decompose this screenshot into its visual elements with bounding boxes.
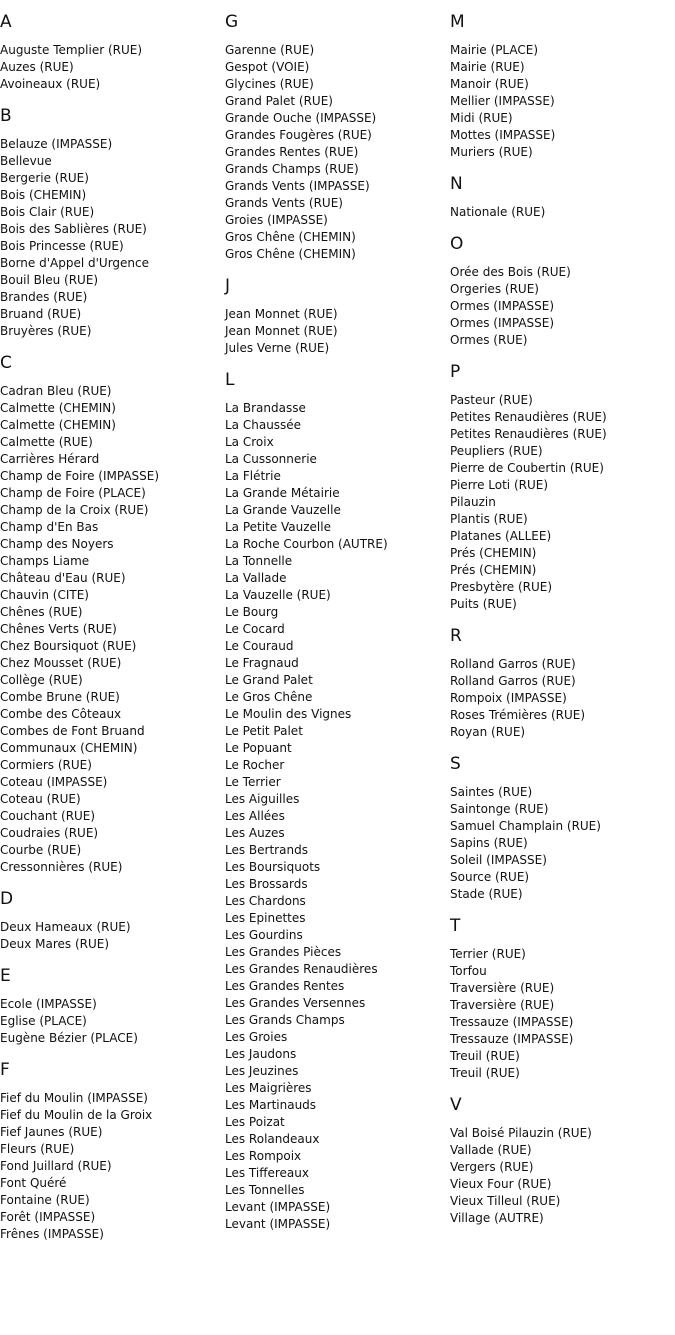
street-link[interactable]: Nationale (RUE) — [450, 205, 546, 219]
street-link[interactable]: Combe des Côteaux — [0, 707, 122, 721]
street-link[interactable]: Cormiers (RUE) — [0, 758, 92, 772]
letter-section-c — [0, 353, 220, 876]
letter-heading: A — [0, 12, 12, 32]
street-link[interactable]: Vallade (RUE) — [450, 1143, 532, 1157]
street-link[interactable]: La Grande Métairie — [225, 486, 340, 500]
street-link[interactable]: Forêt (IMPASSE) — [0, 1210, 96, 1224]
street-link[interactable]: Pierre Loti (RUE) — [450, 478, 549, 492]
street-link[interactable]: Auzes (RUE) — [0, 60, 74, 74]
street-link[interactable]: Ormes (IMPASSE) — [450, 316, 555, 330]
letter-heading: S — [450, 754, 461, 774]
street-link[interactable]: Champ des Noyers — [0, 537, 114, 551]
street-link[interactable]: Calmette (CHEMIN) — [0, 401, 116, 415]
street-link[interactable]: La Tonnelle — [225, 554, 293, 568]
street-link[interactable]: Les Jeuzines — [225, 1064, 299, 1078]
street-link[interactable]: Frênes (IMPASSE) — [0, 1227, 104, 1241]
letter-heading: E — [0, 966, 11, 986]
street-link[interactable]: Les Tiffereaux — [225, 1166, 309, 1180]
street-link[interactable]: Grandes Fougères (RUE) — [225, 128, 372, 142]
street-link[interactable]: Rolland Garros (RUE) — [450, 657, 576, 671]
street-link[interactable]: Mottes (IMPASSE) — [450, 128, 556, 142]
street-link[interactable]: Rolland Garros (RUE) — [450, 674, 576, 688]
street-link[interactable]: Pasteur (RUE) — [450, 393, 533, 407]
street-link[interactable]: Le Grand Palet — [225, 673, 313, 687]
street-link[interactable]: Coudraies (RUE) — [0, 826, 99, 840]
street-link[interactable]: Champ de la Croix (RUE) — [0, 503, 149, 517]
street-link[interactable]: Fleurs (RUE) — [0, 1142, 75, 1156]
street-link[interactable]: Roses Trémières (RUE) — [450, 708, 586, 722]
street-link[interactable]: Ormes (RUE) — [450, 333, 528, 347]
street-link[interactable]: Presbytère (RUE) — [450, 580, 553, 594]
street-link[interactable]: Les Grandes Versennes — [225, 996, 366, 1010]
street-link[interactable]: Chauvin (CITE) — [0, 588, 89, 602]
street-link[interactable]: Courbe (RUE) — [0, 843, 82, 857]
street-link[interactable]: Champ de Foire (IMPASSE) — [0, 469, 160, 483]
street-link[interactable]: Cadran Bleu (RUE) — [0, 384, 112, 398]
street-link[interactable]: Grand Palet (RUE) — [225, 94, 333, 108]
letter-section-m — [450, 12, 675, 161]
street-link[interactable]: Les Martinauds — [225, 1098, 317, 1112]
street-link[interactable]: Samuel Champlain (RUE) — [450, 819, 601, 833]
letter-section-g — [225, 12, 445, 263]
street-link[interactable]: Orée des Bois (RUE) — [450, 265, 571, 279]
street-link[interactable]: Traversière (RUE) — [450, 998, 555, 1012]
street-link[interactable]: Couchant (RUE) — [0, 809, 96, 823]
street-link[interactable]: Collège (RUE) — [0, 673, 83, 687]
street-link[interactable]: Fief du Moulin (IMPASSE) — [0, 1091, 148, 1105]
street-link[interactable]: Fief Jaunes (RUE) — [0, 1125, 103, 1139]
street-link[interactable]: Grande Ouche (IMPASSE) — [225, 111, 377, 125]
street-link[interactable]: Les Grandes Rentes — [225, 979, 345, 993]
letter-heading: V — [450, 1095, 462, 1115]
street-link[interactable]: Petites Renaudières (RUE) — [450, 410, 607, 424]
street-link[interactable]: Torfou — [450, 964, 487, 978]
letter-heading: T — [450, 916, 461, 936]
street-link[interactable]: Treuil (RUE) — [450, 1049, 520, 1063]
street-link[interactable]: Glycines (RUE) — [225, 77, 314, 91]
street-link[interactable]: Les Gourdins — [225, 928, 303, 942]
street-link[interactable]: Les Allées — [225, 809, 285, 823]
street-link[interactable]: La Croix — [225, 435, 274, 449]
letter-section-d — [0, 889, 220, 953]
street-link[interactable]: Château d'Eau (RUE) — [0, 571, 126, 585]
street-link[interactable]: Stade (RUE) — [450, 887, 523, 901]
street-link[interactable]: Levant (IMPASSE) — [225, 1217, 331, 1231]
street-link[interactable]: Treuil (RUE) — [450, 1066, 520, 1080]
street-link[interactable]: Platanes (ALLEE) — [450, 529, 552, 543]
street-link[interactable]: Le Couraud — [225, 639, 294, 653]
street-link[interactable]: Source (RUE) — [450, 870, 530, 884]
column-2 — [225, 0, 445, 1246]
street-link[interactable]: Plantis (RUE) — [450, 512, 528, 526]
street-link[interactable]: Garenne (RUE) — [225, 43, 315, 57]
letter-section-b — [0, 106, 220, 340]
letter-heading: P — [450, 362, 461, 382]
street-link[interactable]: Le Bourg — [225, 605, 279, 619]
street-link[interactable]: Avoineaux (RUE) — [0, 77, 101, 91]
letter-heading: M — [450, 12, 465, 32]
street-link[interactable]: Petites Renaudières (RUE) — [450, 427, 607, 441]
street-link[interactable]: Les Rompoix — [225, 1149, 302, 1163]
street-link[interactable]: Le Terrier — [225, 775, 281, 789]
street-link[interactable]: Bois des Sablières (RUE) — [0, 222, 147, 236]
street-link[interactable]: La Flétrie — [225, 469, 281, 483]
street-link[interactable]: Le Moulin des Vignes — [225, 707, 352, 721]
street-link[interactable]: Les Brossards — [225, 877, 308, 891]
street-link[interactable]: La Roche Courbon (AUTRE) — [225, 537, 388, 551]
street-link[interactable]: Font Quéré — [0, 1176, 67, 1190]
street-link[interactable]: Traversière (RUE) — [450, 981, 555, 995]
letter-heading: C — [0, 353, 12, 373]
street-link[interactable]: Village (AUTRE) — [450, 1211, 544, 1225]
street-link[interactable]: Sapins (RUE) — [450, 836, 528, 850]
street-link[interactable]: Ecole (IMPASSE) — [0, 997, 97, 1011]
street-link[interactable]: Vieux Tilleul (RUE) — [450, 1194, 561, 1208]
street-link[interactable]: Jean Monnet (RUE) — [225, 324, 338, 338]
street-link[interactable]: Le Rocher — [225, 758, 285, 772]
street-link[interactable]: Auguste Templier (RUE) — [0, 43, 143, 57]
street-link[interactable]: Mellier (IMPASSE) — [450, 94, 555, 108]
street-link[interactable]: Saintonge (RUE) — [450, 802, 549, 816]
street-link[interactable]: Les Grands Champs — [225, 1013, 345, 1027]
letter-section-v — [450, 1095, 675, 1227]
street-link[interactable]: Borne d'Appel d'Urgence — [0, 256, 149, 270]
street-link[interactable]: Le Gros Chêne — [225, 690, 313, 704]
street-link[interactable]: Bois Princesse (RUE) — [0, 239, 124, 253]
street-link[interactable]: Vergers (RUE) — [450, 1160, 534, 1174]
street-link[interactable]: Combes de Font Bruand — [0, 724, 145, 738]
street-link[interactable]: Terrier (RUE) — [450, 947, 526, 961]
letter-section-f — [0, 1060, 220, 1243]
street-link[interactable]: Puits (RUE) — [450, 597, 517, 611]
street-link[interactable]: Les Boursiquots — [225, 860, 321, 874]
street-link[interactable]: Mairie (RUE) — [450, 60, 525, 74]
street-link[interactable]: Champ de Foire (PLACE) — [0, 486, 146, 500]
street-link[interactable]: Pilauzin — [450, 495, 496, 509]
letter-heading: L — [225, 370, 235, 390]
street-link[interactable]: Vieux Four (RUE) — [450, 1177, 552, 1191]
street-link[interactable]: Belauze (IMPASSE) — [0, 137, 113, 151]
street-link[interactable]: Orgeries (RUE) — [450, 282, 539, 296]
street-link[interactable]: Tressauze (IMPASSE) — [450, 1015, 574, 1029]
street-link[interactable]: Communaux (CHEMIN) — [0, 741, 138, 755]
street-link[interactable]: Midi (RUE) — [450, 111, 513, 125]
street-link[interactable]: Prés (CHEMIN) — [450, 546, 537, 560]
street-link[interactable]: Le Popuant — [225, 741, 292, 755]
street-link[interactable]: Jules Verne (RUE) — [225, 341, 330, 355]
street-link[interactable]: Brandes (RUE) — [0, 290, 88, 304]
letter-heading: F — [0, 1060, 10, 1080]
street-link[interactable]: Coteau (RUE) — [0, 792, 81, 806]
street-link[interactable]: Bergerie (RUE) — [0, 171, 89, 185]
street-link[interactable]: La Grande Vauzelle — [225, 503, 341, 517]
street-link[interactable]: Les Grandes Renaudières — [225, 962, 378, 976]
street-link[interactable]: Le Cocard — [225, 622, 285, 636]
street-link[interactable]: Grandes Rentes (RUE) — [225, 145, 359, 159]
street-link[interactable]: Levant (IMPASSE) — [225, 1200, 331, 1214]
letter-heading: J — [225, 276, 231, 296]
letter-section-p — [450, 362, 675, 613]
street-link[interactable]: Jean Monnet (RUE) — [225, 307, 338, 321]
column-3 — [450, 0, 675, 1240]
street-link[interactable]: Rompoix (IMPASSE) — [450, 691, 567, 705]
street-link[interactable]: Val Boisé Pilauzin (RUE) — [450, 1126, 592, 1140]
street-link[interactable]: Gros Chêne (CHEMIN) — [225, 247, 356, 261]
street-link[interactable]: Les Aiguilles — [225, 792, 300, 806]
street-link[interactable]: Cressonnières (RUE) — [0, 860, 123, 874]
letter-section-e — [0, 966, 220, 1047]
letter-heading: O — [450, 234, 464, 254]
street-link[interactable]: Bruand (RUE) — [0, 307, 82, 321]
street-link[interactable]: Chez Boursiquot (RUE) — [0, 639, 137, 653]
street-link[interactable]: Les Epinettes — [225, 911, 306, 925]
street-link[interactable]: Peupliers (RUE) — [450, 444, 543, 458]
letter-section-a — [0, 12, 220, 93]
street-link[interactable]: Chez Mousset (RUE) — [0, 656, 122, 670]
street-link[interactable]: Prés (CHEMIN) — [450, 563, 537, 577]
street-link[interactable]: Champ d'En Bas — [0, 520, 99, 534]
street-link[interactable]: Grands Vents (IMPASSE) — [225, 179, 370, 193]
street-link[interactable]: Manoir (RUE) — [450, 77, 529, 91]
letter-section-t — [450, 916, 675, 1082]
street-link[interactable]: Royan (RUE) — [450, 725, 526, 739]
letter-heading: N — [450, 174, 463, 194]
street-link[interactable]: Deux Mares (RUE) — [0, 937, 110, 951]
street-link[interactable]: Les Groies — [225, 1030, 288, 1044]
street-link[interactable]: Le Fragnaud — [225, 656, 299, 670]
street-link[interactable]: Bois (CHEMIN) — [0, 188, 87, 202]
letter-heading: G — [225, 12, 239, 32]
street-link[interactable]: Chênes (RUE) — [0, 605, 83, 619]
street-link[interactable]: Deux Hameaux (RUE) — [0, 920, 131, 934]
street-link[interactable]: Bellevue — [0, 154, 52, 168]
street-link[interactable]: Chênes Verts (RUE) — [0, 622, 117, 636]
street-link[interactable]: La Vallade — [225, 571, 287, 585]
street-link[interactable]: Grands Vents (RUE) — [225, 196, 343, 210]
street-link[interactable]: Les Poizat — [225, 1115, 285, 1129]
street-link[interactable]: Les Auzes — [225, 826, 285, 840]
street-link[interactable]: Gespot (VOIE) — [225, 60, 310, 74]
street-link[interactable]: Grands Champs (RUE) — [225, 162, 359, 176]
letter-heading: R — [450, 626, 462, 646]
letter-heading: B — [0, 106, 12, 126]
letter-heading: D — [0, 889, 14, 909]
street-link[interactable]: Groies (IMPASSE) — [225, 213, 328, 227]
street-link[interactable]: Tressauze (IMPASSE) — [450, 1032, 574, 1046]
street-link[interactable]: Les Rolandeaux — [225, 1132, 320, 1146]
street-link[interactable]: Gros Chêne (CHEMIN) — [225, 230, 356, 244]
street-link[interactable]: Pierre de Coubertin (RUE) — [450, 461, 604, 475]
street-link[interactable]: Champs Liame — [0, 554, 90, 568]
street-link[interactable]: La Vauzelle (RUE) — [225, 588, 331, 602]
letter-section-l — [225, 370, 445, 1233]
street-link[interactable]: Bruyères (RUE) — [0, 324, 92, 338]
street-link[interactable]: Calmette (CHEMIN) — [0, 418, 116, 432]
letter-section-o — [450, 234, 675, 349]
street-link[interactable]: Bois Clair (RUE) — [0, 205, 95, 219]
street-link[interactable]: Mairie (PLACE) — [450, 43, 539, 57]
street-link[interactable]: La Petite Vauzelle — [225, 520, 331, 534]
street-link[interactable]: Muriers (RUE) — [450, 145, 533, 159]
street-link[interactable]: Fond Juillard (RUE) — [0, 1159, 112, 1173]
street-link[interactable]: Saintes (RUE) — [450, 785, 533, 799]
street-link[interactable]: Bouil Bleu (RUE) — [0, 273, 99, 287]
street-link[interactable]: Le Petit Palet — [225, 724, 303, 738]
letter-section-j — [225, 276, 445, 357]
column-1 — [0, 0, 220, 1256]
letter-section-n — [450, 174, 675, 221]
street-link[interactable]: Ormes (IMPASSE) — [450, 299, 555, 313]
street-link[interactable]: Combe Brune (RUE) — [0, 690, 120, 704]
street-link[interactable]: Les Maigrières — [225, 1081, 312, 1095]
letter-section-r — [450, 626, 675, 741]
street-link[interactable]: La Brandasse — [225, 401, 306, 415]
street-link[interactable]: Les Grandes Pièces — [225, 945, 342, 959]
street-link[interactable]: Les Chardons — [225, 894, 306, 908]
street-link[interactable]: Coteau (IMPASSE) — [0, 775, 108, 789]
street-link[interactable]: Calmette (RUE) — [0, 435, 93, 449]
street-link[interactable]: Fontaine (RUE) — [0, 1193, 90, 1207]
street-link[interactable]: La Cussonnerie — [225, 452, 317, 466]
street-link[interactable]: Les Bertrands — [225, 843, 308, 857]
street-link[interactable]: Fief du Moulin de la Groix — [0, 1108, 153, 1122]
street-link[interactable]: Eugène Bézier (PLACE) — [0, 1031, 138, 1045]
street-link[interactable]: Les Tonnelles — [225, 1183, 305, 1197]
street-link[interactable]: Carrières Hérard — [0, 452, 100, 466]
street-link[interactable]: La Chaussée — [225, 418, 302, 432]
street-link[interactable]: Eglise (PLACE) — [0, 1014, 87, 1028]
street-link[interactable]: Soleil (IMPASSE) — [450, 853, 547, 867]
letter-section-s — [450, 754, 675, 903]
street-link[interactable]: Les Jaudons — [225, 1047, 297, 1061]
